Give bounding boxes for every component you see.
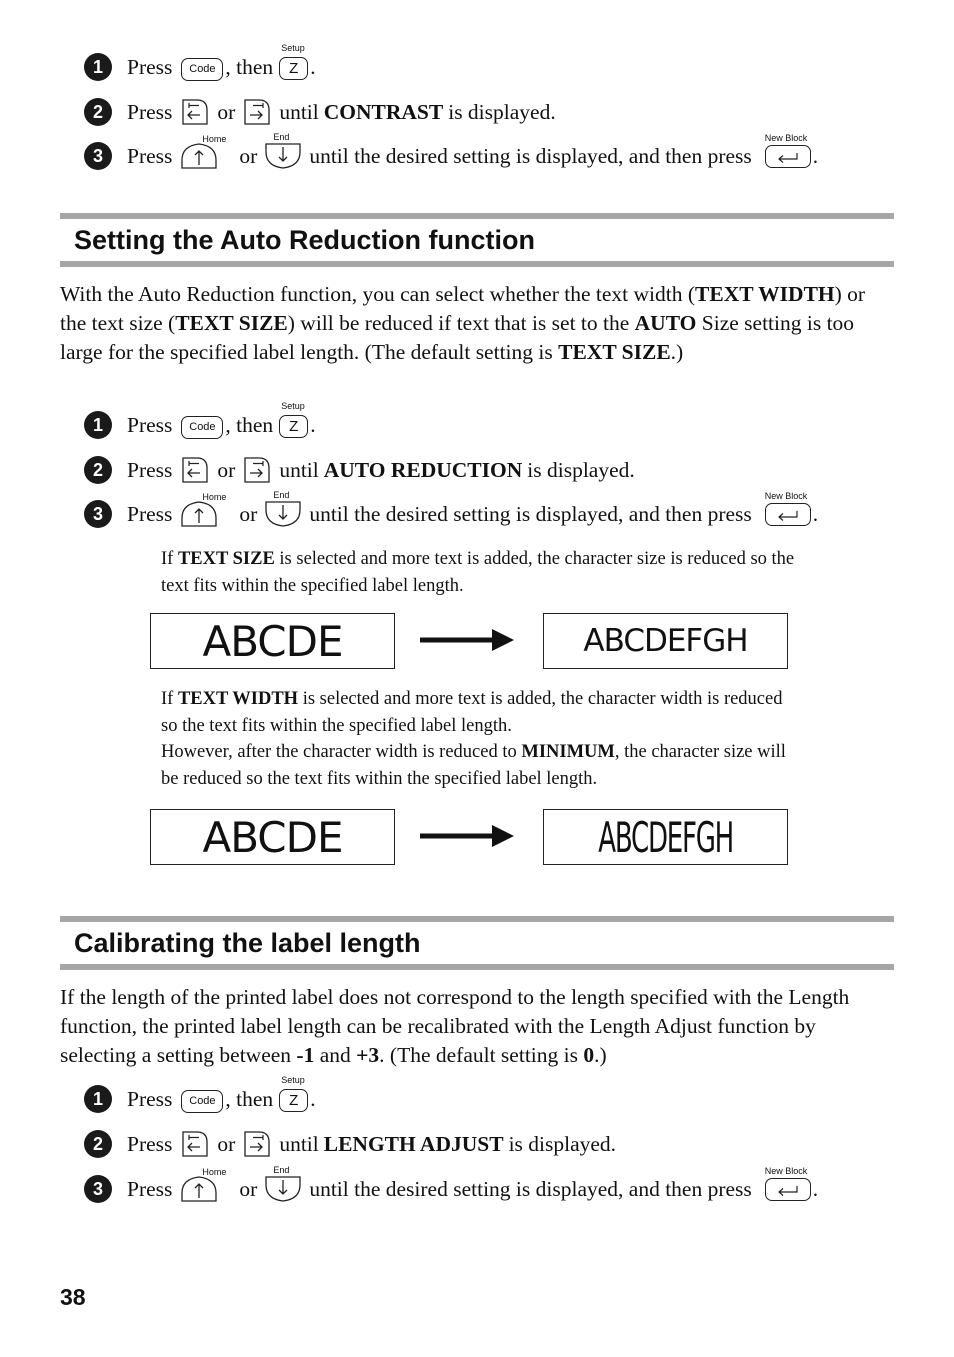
step-text: Press (127, 1176, 173, 1201)
label-after: ABCDEFGH (543, 809, 788, 865)
enter-new-block-key-icon: New Block (765, 144, 811, 169)
step-number-badge: 3 (84, 142, 112, 170)
cursor-down-end-key-icon: End (264, 500, 302, 528)
step-number-badge: 2 (84, 1130, 112, 1158)
step-text: or (217, 1131, 236, 1156)
code-key-icon: Code (181, 53, 223, 81)
step-text: Press (127, 99, 173, 124)
step-text: or (239, 143, 258, 168)
step-3-choose-setting (84, 490, 819, 531)
step-text: or (217, 99, 236, 124)
step-text: until (279, 99, 319, 124)
step-text: , then (225, 412, 274, 437)
step-text: Press (127, 457, 173, 482)
label-before: ABCDE (150, 809, 395, 865)
step-2-select-item (84, 1127, 621, 1161)
auto-reduction-intro: With the Auto Reduction function, you can select whether the text width (TEXT WIDTH) or the text size (TEXT SIZE) will be reduced if text that is set to the AUTO Size setting is too large for the specified label length. (The default setting is TEXT SIZE.) (60, 282, 866, 364)
step-text: or (239, 501, 258, 526)
setting-name: CONTRAST (323, 99, 444, 124)
demo-text-size (150, 613, 790, 671)
note-text-size: If TEXT SIZE is selected and more text is added, the character size is reduced so the text fits within the specified label length. (161, 549, 795, 596)
step-text: Press (127, 1086, 173, 1111)
step-text: Press (127, 54, 173, 79)
enter-new-block-key-icon: New Block (765, 502, 811, 527)
demo-text-width (150, 809, 790, 867)
step-text: Press (127, 501, 173, 526)
step-1-code-z (84, 43, 316, 84)
calibrating-intro: If the length of the printed label does not correspond to the length specified with the Length function, the printed label length can be recalibrated with the Length Adjust function by selecting a setting between -1 and +3. (The default setting is 0.) (60, 985, 850, 1067)
arrow-right-icon (420, 823, 515, 849)
step-number-badge: 1 (84, 1085, 112, 1113)
section-title: Setting the Auto Reduction function (74, 225, 535, 255)
page-number: 38 (60, 1284, 86, 1310)
step-number-badge: 1 (84, 53, 112, 81)
cursor-left-key-icon (180, 456, 210, 484)
cursor-left-key-icon (180, 98, 210, 126)
step-text: until the desired setting is displayed, and then press (309, 1176, 752, 1201)
cursor-left-key-icon (180, 1130, 210, 1158)
step-text: Press (127, 412, 173, 437)
arrow-right-icon (420, 627, 515, 653)
step-number-badge: 2 (84, 456, 112, 484)
cursor-up-home-key-icon: Home (180, 1175, 232, 1203)
step-text: until (279, 457, 319, 482)
step-2-select-item (84, 453, 640, 487)
cursor-up-home-key-icon: Home (180, 142, 232, 170)
note-text-width: If TEXT WIDTH is selected and more text is added, the character width is reduced so the text fits within the specified label length. However, after the character width is reduced to MINIMUM, the character size will be reduced so the text fits within the specified label length. (161, 689, 786, 789)
step-text: until (279, 1131, 319, 1156)
setting-name: AUTO REDUCTION (323, 457, 523, 482)
step-1-code-z (84, 401, 316, 442)
z-setup-key-icon: Setup Z (279, 1086, 308, 1112)
step-text: until the desired setting is displayed, and then press (309, 501, 752, 526)
section-header-auto-reduction (60, 213, 894, 267)
code-key-icon: Code (181, 411, 223, 439)
label-before: ABCDE (150, 613, 395, 669)
step-text: . (812, 1176, 819, 1201)
cursor-down-end-key-icon: End (264, 142, 302, 170)
label-after: ABCDEFGH (543, 613, 788, 669)
step-text: or (217, 457, 236, 482)
step-text: . (310, 412, 316, 437)
step-text: is displayed. (448, 99, 556, 124)
step-text: until the desired setting is displayed, and then press (309, 143, 752, 168)
step-3-choose-setting (84, 1165, 819, 1206)
cursor-right-key-icon (242, 98, 272, 126)
step-text: , then (225, 1086, 274, 1111)
step-2-select-item (84, 95, 561, 129)
step-text: or (239, 1176, 258, 1201)
step-number-badge: 3 (84, 1175, 112, 1203)
step-3-choose-setting (84, 132, 819, 173)
enter-new-block-key-icon: New Block (765, 1177, 811, 1202)
cursor-up-home-key-icon: Home (180, 500, 232, 528)
z-setup-key-icon: Setup Z (279, 412, 308, 438)
step-number-badge: 3 (84, 500, 112, 528)
step-text: . (310, 54, 316, 79)
step-text: is displayed. (508, 1131, 617, 1156)
step-text: Press (127, 1131, 173, 1156)
step-text: , then (225, 54, 274, 79)
step-text: . (310, 1086, 316, 1111)
section-title: Calibrating the label length (74, 928, 421, 958)
step-text: Press (127, 143, 173, 168)
z-setup-key-icon: Setup Z (279, 54, 308, 80)
section-header-calibrating (60, 916, 894, 970)
cursor-down-end-key-icon: End (264, 1175, 302, 1203)
cursor-right-key-icon (242, 1130, 272, 1158)
step-text: is displayed. (527, 457, 635, 482)
setting-name: LENGTH ADJUST (323, 1131, 504, 1156)
code-key-icon: Code (181, 1085, 223, 1113)
cursor-right-key-icon (242, 456, 272, 484)
step-text: . (812, 143, 819, 168)
step-text: . (812, 501, 819, 526)
step-number-badge: 2 (84, 98, 112, 126)
step-number-badge: 1 (84, 411, 112, 439)
step-1-code-z (84, 1075, 316, 1116)
